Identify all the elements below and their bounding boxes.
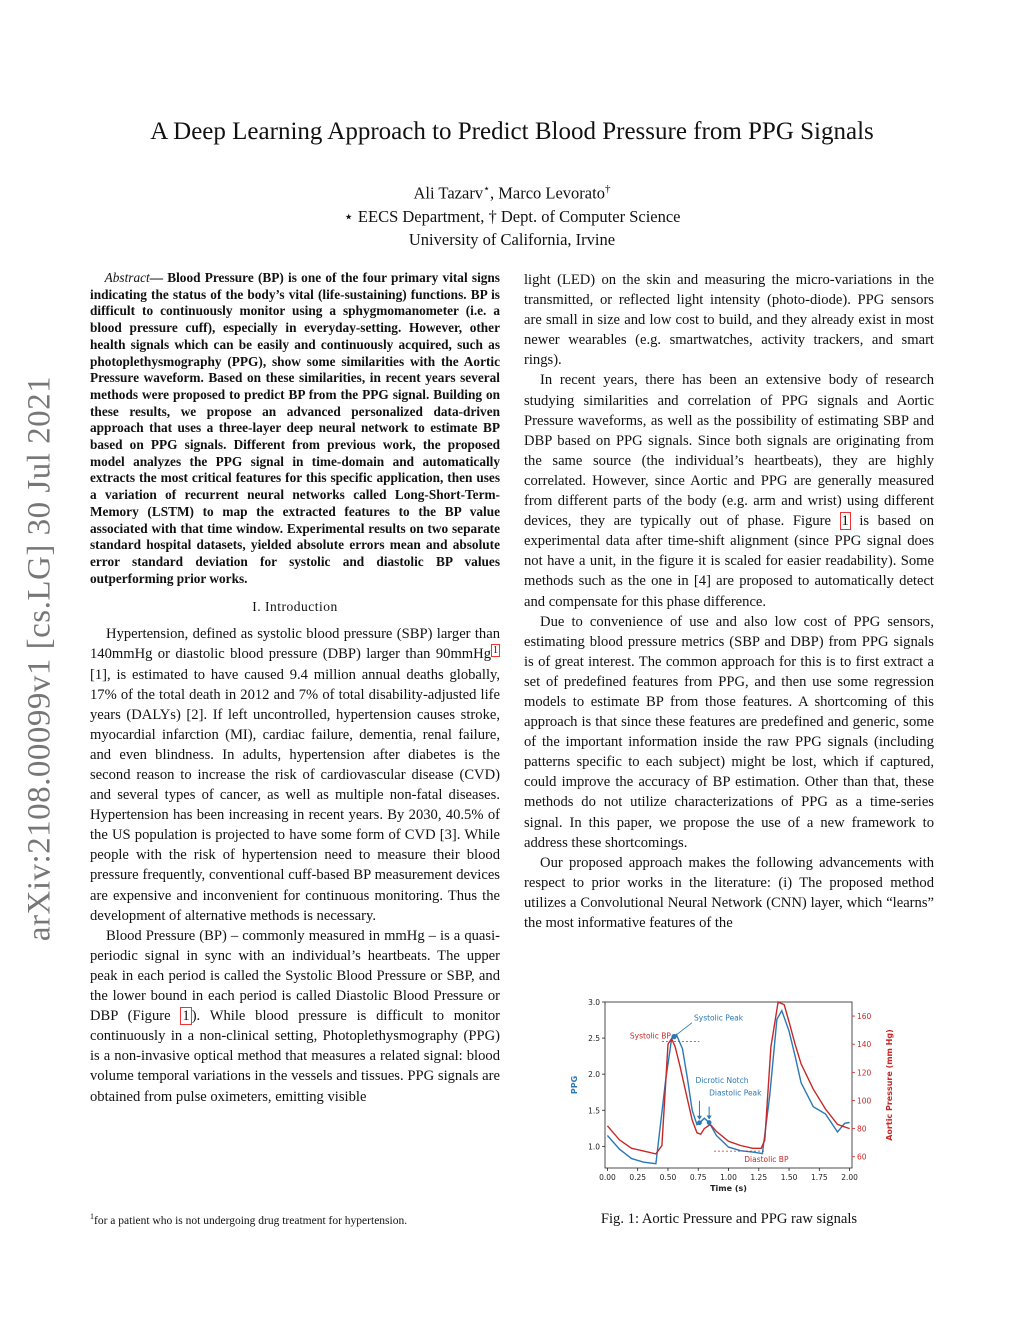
y-right-tick-label: 100 xyxy=(857,1096,872,1106)
paragraph: Due to convenience of use and also low cost of PPG sensors, estimating blood pressure metrics (SBP and DBP) from PPG signals is of great interest. The common approach for this is to first extract a set of predefined features from PPG, and then use some regression models to estimate BP from those features. A shortcoming of this approach is that since these features are predefined and generic, some of the important information inside the raw PPG signals (including patterns specific to each subject) might be lost, which if captured, could improve the accuracy of BP estimation. Other than that, these methods do not utilize characterizations of PPG as a time-series signal. In this paper, we propose the use of a new framework to address these shortcomings. xyxy=(524,613,934,851)
x-tick-label: 0.75 xyxy=(689,1173,707,1182)
y-left-tick-label: 1.5 xyxy=(588,1106,600,1116)
author-block xyxy=(0,178,1024,251)
figure-caption: Fig. 1: Aortic Pressure and PPG raw signals xyxy=(600,1211,858,1227)
y-right-axis-label: Aortic Pressure (mm Hg) xyxy=(885,1029,894,1141)
abstract xyxy=(90,270,500,587)
x-tick-label: 1.50 xyxy=(780,1173,798,1182)
annotation-systolic-bp: Systolic BP xyxy=(629,1031,671,1041)
y-left-tick-label: 2.0 xyxy=(588,1070,600,1080)
marker-diastolic-peak xyxy=(707,1120,712,1125)
leader-systolic-peak xyxy=(674,1023,692,1037)
author-names: Ali Tazarv⋆, Marco Levorato† xyxy=(413,183,611,203)
x-tick-label: 1.75 xyxy=(810,1173,828,1182)
paragraph: Blood Pressure (BP) – commonly measured in mmHg – is a quasi-periodic signal in sync with an individual’s heartbeats. The upper peak in each period is called the Systolic Blood Pressure or SBP, and the lower bound in each period is called Diastolic Blood Pressure or DBP (Figure 1 ). While blood pressure is difficult to monitor continuously in a non-clinical setting, Photoplethysmography (PPG) is a non-invasive optical method that measures a related signal: blood volume temporal variations in the vessels and tissues. PPG signals are obtained from pulse oximeters, emitting visible xyxy=(90,927,500,1105)
x-tick-label: 1.25 xyxy=(750,1173,768,1182)
plot-frame xyxy=(605,1002,852,1168)
figure-link[interactable]: 1 xyxy=(841,513,849,530)
paper-title: A Deep Learning Approach to Predict Blood Pressure from PPG Signals xyxy=(150,118,874,145)
marker-dicrotic-notch xyxy=(697,1120,702,1125)
section-heading-introduction: I. Introduction xyxy=(252,599,338,615)
left-column xyxy=(90,270,500,1107)
abstract-label: Abstract xyxy=(104,270,150,285)
x-tick-label: 0.25 xyxy=(629,1173,647,1182)
figure-link[interactable]: 1 xyxy=(182,1008,190,1025)
annotation-diastolic-bp: Diastolic BP xyxy=(744,1155,789,1165)
author-affiliation: ⋆ EECS Department, † Dept. of Computer Science xyxy=(343,206,681,226)
y-right-tick-label: 60 xyxy=(857,1152,867,1162)
author-university: University of California, Irvine xyxy=(408,229,616,249)
footnote: $^1$for a patient who is not undergoing drug treatment for hypertension. xyxy=(90,1212,408,1227)
y-right-tick-label: 120 xyxy=(857,1068,872,1078)
abstract-text: — Blood Pressure (BP) is one of the four primary vital signs indicating the status of the body’s vital (life-sustaining) functions. BP is difficult to continuously monitor using a sphygmomanometer (i.e. a blood pressure cuff), especially in everyday-setting. However, other health signals which can be easily and continuously acquired, such as photoplethysmography (PPG), show some similarities with the Aortic Pressure waveform. Based on these similarities, in recent years several methods were proposed to predict BP from the PPG signal. Building on these results, we propose an advanced personalized data-driven approach that uses a three-layer deep neural network to estimate BP based on PPG signals. Different from previous work, the proposed model analyzes the PPG signal in time-domain and automatically extracts the most critical features for this specific application, then uses a variation of recurrent neural networks called Long-Short-Term-Memory (LSTM) to map the extracted features to the BP value associated with that time window. Experimental results on two separate standard hospital datasets, yielded absolute errors mean and absolute error standard deviation for systolic and diastolic BP values outperforming prior works. xyxy=(90,270,500,586)
y-right-tick-label: 160 xyxy=(857,1012,872,1022)
x-tick-label: 2.00 xyxy=(841,1173,858,1182)
paragraph: In recent years, there has been an extensive body of research studying similarities and correlation of PPG signals and Aortic Pressure waveforms, as well as the possibility of estimating SBP and DBP based on PPG signals. Since both signals are originating from the same source (the individual’s heartbeats), they are highly correlated. However, since Aortic and PPG are generally measured from different parts of the body (e.g. arm and wrist) using different devices, they are typically out of phase. Figure 1 is based on experimental data after time-shift alignment (since PPG signal does not have a unit, in the figure it is scaled for easier readability). Some methods such as the one in [4] are proposed to automatically detect and compensate for this phase difference. xyxy=(524,372,934,610)
figure-chart xyxy=(560,990,900,1200)
footnote-link[interactable]: 1 xyxy=(493,644,498,656)
y-left-axis-label: PPG xyxy=(570,1075,579,1095)
arxiv-stamp: arXiv:2108.00099v1 [cs.LG] 30 Jul 2021 xyxy=(21,375,58,942)
arrowhead-dicrotic-notch xyxy=(697,1116,702,1120)
paragraph: light (LED) on the skin and measuring the micro-variations in the transmitted, or reflected light intensity (photo-diode). PPG sensors are small in size and low cost to build, and they already exist in most newer wearables (e.g. smartwatches, activity trackers, and smart rings). xyxy=(524,272,934,369)
y-left-tick-label: 1.0 xyxy=(588,1142,600,1152)
y-left-tick-label: 3.0 xyxy=(588,998,600,1007)
paragraph: Our proposed approach makes the following advancements with respect to prior works in the literature: (i) The proposed method utilizes a Convolutional Neural Network (CNN) layer, which “learns” the most informative features of the xyxy=(524,854,934,931)
x-tick-label: 1.00 xyxy=(720,1173,737,1182)
arrowhead-diastolic-peak xyxy=(707,1116,712,1120)
x-tick-label: 0.50 xyxy=(659,1173,677,1182)
y-right-tick-label: 140 xyxy=(857,1040,872,1050)
annotation-dicrotic-notch: Dicrotic Notch xyxy=(695,1075,749,1085)
y-left-tick-label: 2.5 xyxy=(588,1034,600,1044)
x-axis-label: Time (s) xyxy=(710,1184,747,1193)
y-right-tick-label: 80 xyxy=(857,1124,867,1134)
annotation-diastolic-peak: Diastolic Peak xyxy=(709,1088,762,1098)
right-column xyxy=(524,270,934,933)
paragraph: Hypertension, defined as systolic blood pressure (SBP) larger than 140mmHg or diastolic blood pressure (DBP) larger than 90mmHg $^1$ [1], is estimated to have caused 9.4 million annual deaths globally, 17% of the total death in 2012 and 7% of total disability-adjusted life years (DALYs) [2]. If left uncontrolled, hypertension causes stroke, myocardial infarction (MI), cardiac failure, dementia, renal failure, and even blindness. In adults, hypertension after diabetes is the second reason to increase the risk of cardiovascular disease (CVD) and several types of cancer, as well as multiple non-fatal diseases. Hypertension has been increasing in recent years. By 2030, 40.5% of the US population is projected to have some form of CVD [3]. While people with the risk of hypertension need to measure their blood pressure frequently, conventional cuff-based BP measurement devices are expensive and inconvenient for continuous monitoring. Thus the development of alternative methods is necessary. xyxy=(90,626,500,924)
annotation-systolic-peak: Systolic Peak xyxy=(694,1013,744,1023)
x-tick-label: 0.00 xyxy=(599,1173,616,1182)
